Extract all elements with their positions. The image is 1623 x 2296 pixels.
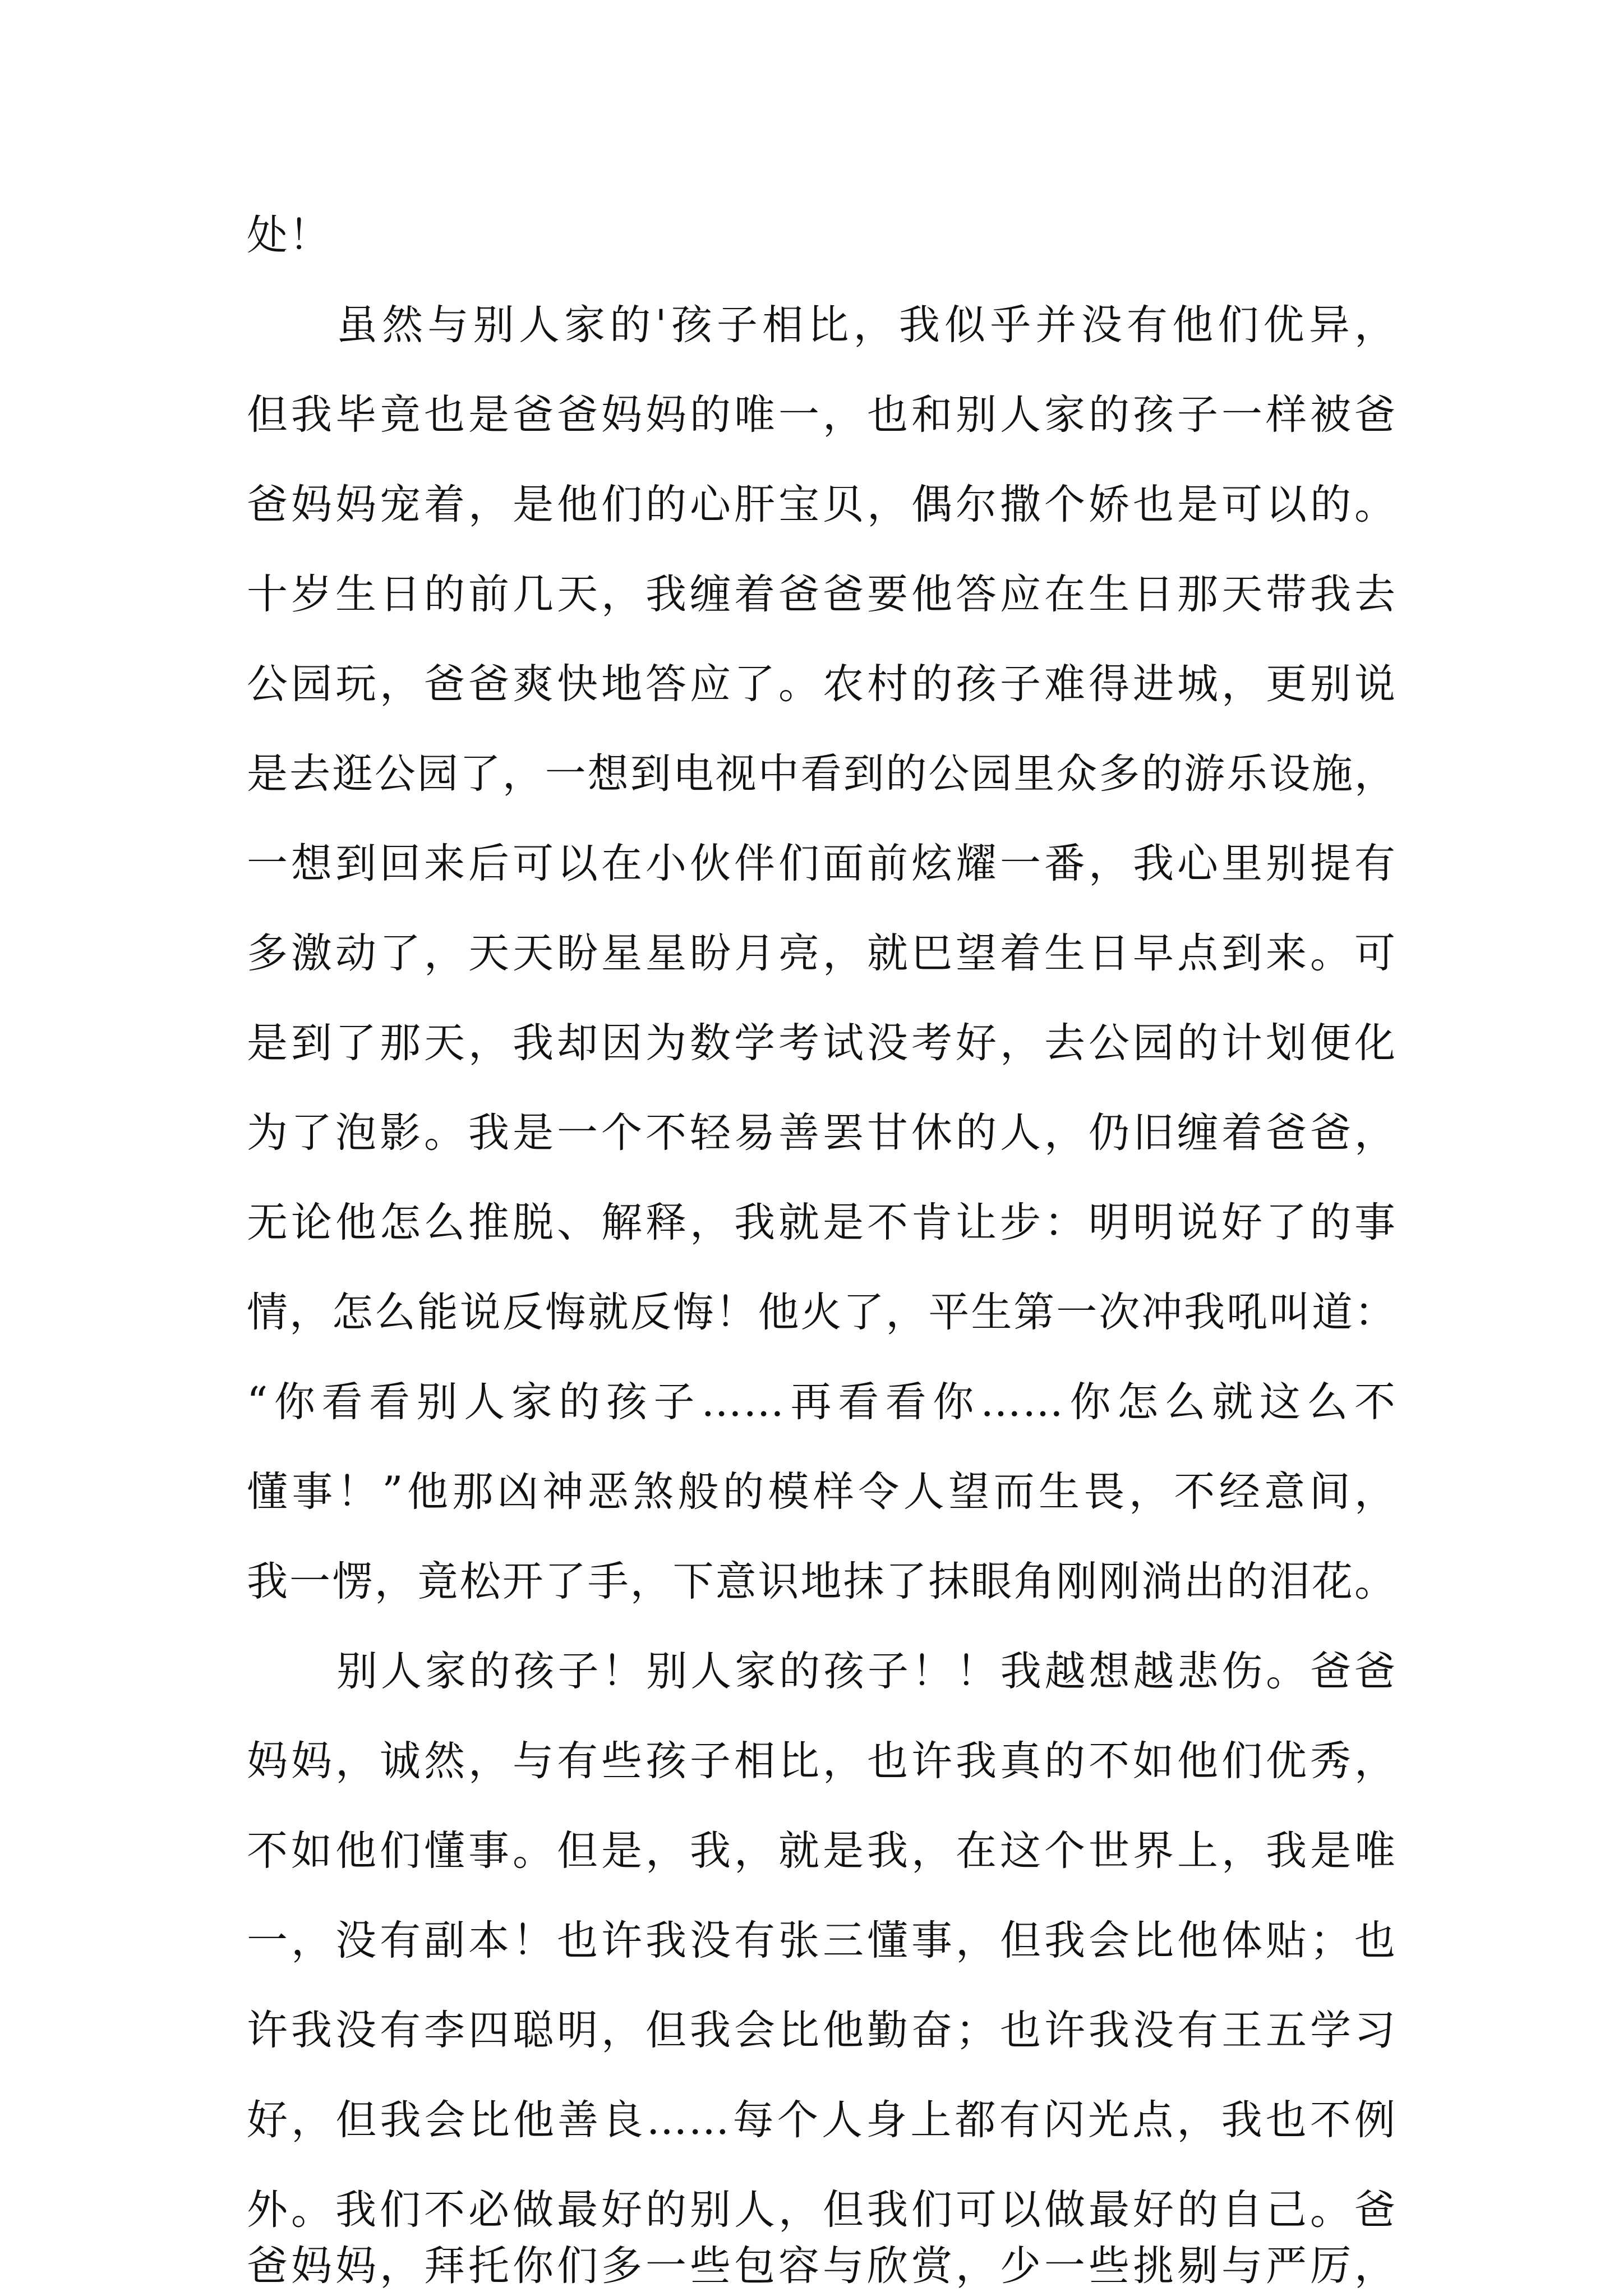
text-line: 但我毕竟也是爸爸妈妈的唯一，也和别人家的孩子一样被爸 [247,391,1396,439]
text-line: 为了泡影。我是一个不轻易善罢甘休的人，仍旧缠着爸爸， [247,1109,1396,1157]
text-line: 情，怎么能说反悔就反悔！他火了，平生第一次冲我吼叫道： [247,1289,1396,1336]
text-line: 爸妈妈，拜托你们多一些包容与欣赏，少一些挑剔与严厉， [247,2242,1396,2290]
text-line: 一想到回来后可以在小伙伴们面前炫耀一番，我心里别提有 [247,840,1396,887]
text-line: 妈妈，诚然，与有些孩子相比，也许我真的不如他们优秀， [247,1737,1396,1785]
text-line: 许我没有李四聪明，但我会比他勤奋；也许我没有王五学习 [247,2007,1396,2054]
text-line: 处！ [247,211,331,259]
text-line: 多激动了，天天盼星星盼月亮，就巴望着生日早点到来。可 [247,930,1396,977]
text-line: 我一愣，竟松开了手，下意识地抹了抹眼角刚刚淌出的泪花。 [247,1558,1396,1605]
text-line: 爸妈妈宠着，是他们的心肝宝贝，偶尔撒个娇也是可以的。 [247,481,1396,528]
text-line: 不如他们懂事。但是，我，就是我，在这个世界上，我是唯 [247,1827,1396,1875]
paragraph-first-line: 别人家的孩子！别人家的孩子！！我越想越悲伤。爸爸 [336,1648,1396,1695]
text-line: 公园玩，爸爸爽快地答应了。农村的孩子难得进城，更别说 [247,660,1396,708]
text-line: 一，没有副本！也许我没有张三懂事，但我会比他体贴；也 [247,1917,1396,1964]
paragraph-first-line: 虽然与别人家的'孩子相比，我似乎并没有他们优异， [336,301,1396,349]
text-line: 是去逛公园了，一想到电视中看到的公园里众多的游乐设施， [247,750,1396,798]
text-line: “你看看别人家的孩子……再看看你……你怎么就这么不 [247,1378,1396,1426]
text-line: 无论他怎么推脱、解释，我就是不肯让步：明明说好了的事 [247,1199,1396,1246]
text-line: 好，但我会比他善良……每个人身上都有闪光点，我也不例 [247,2096,1396,2144]
text-line: 十岁生日的前几天，我缠着爸爸要他答应在生日那天带我去 [247,570,1396,618]
text-line: 懂事！”他那凶神恶煞般的模样令人望而生畏，不经意间， [247,1468,1396,1516]
text-line: 是到了那天，我却因为数学考试没考好，去公园的计划便化 [247,1019,1396,1067]
text-line: 外。我们不必做最好的别人，但我们可以做最好的自己。爸 [247,2186,1396,2234]
